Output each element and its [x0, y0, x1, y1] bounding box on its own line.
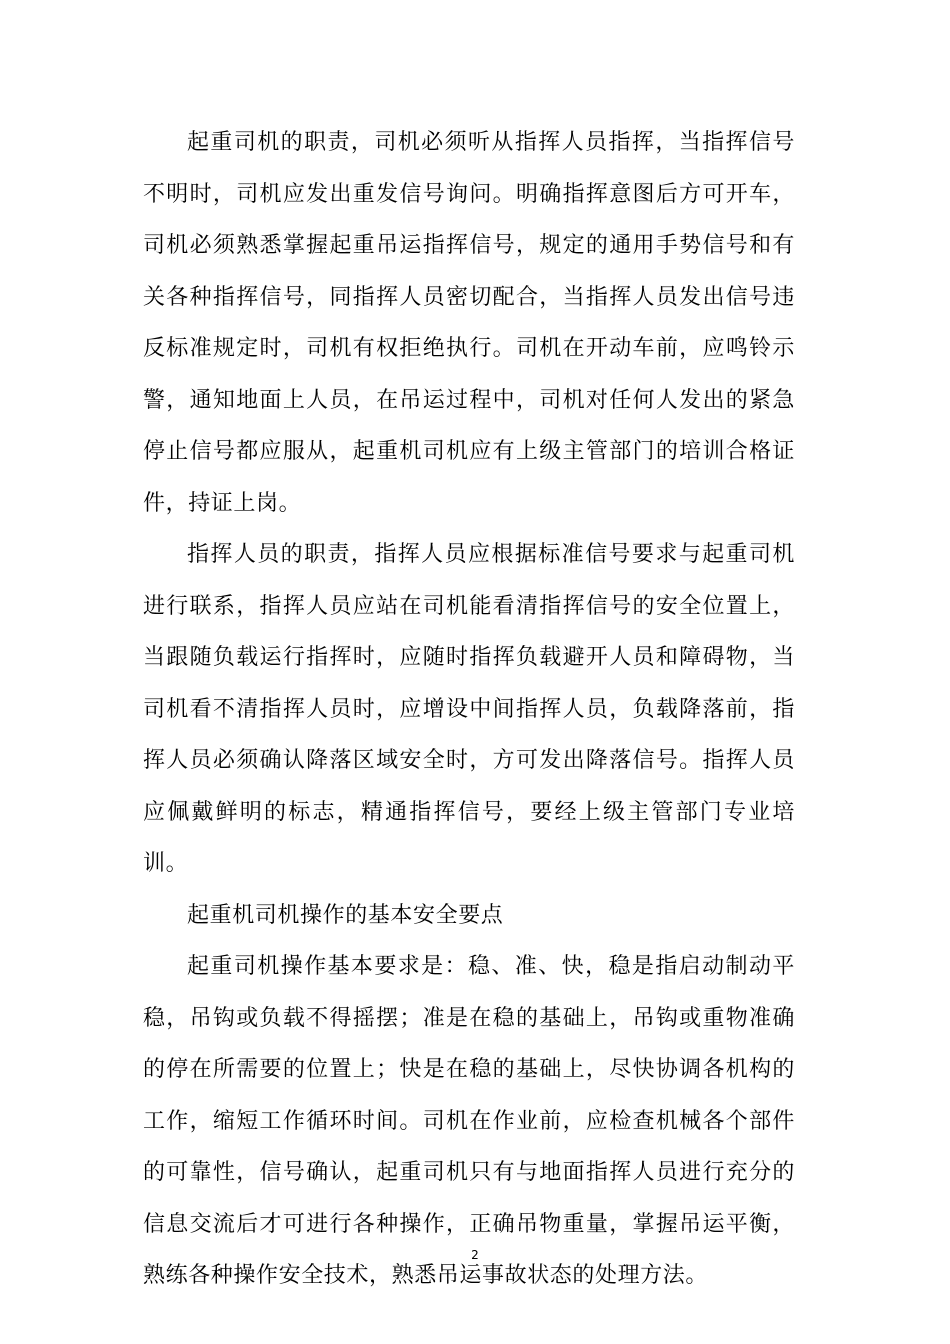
paragraph-crane-driver-duties: 起重司机的职责，司机必须听从指挥人员指挥，当指挥信号不明时，司机应发出重发信号询问。明确指挥意图后方可开车，司机必须熟悉掌握起重吊运指挥信号，规定的通用手势信号和有关各种指挥信号，同指挥人员密切配合，当指挥人员发出信号违反标准规定时，司机有权拒绝执行。司机在开动车前，应鸣铃示警，通知地面上人员，在吊运过程中，司机对任何人发出的紧急停止信号都应服从，起重机司机应有上级主管部门的培训合格证件，持证上岗。 — [143, 130, 795, 516]
paragraph-operation-requirements: 起重司机操作基本要求是：稳、准、快，稳是指启动制动平稳，吊钩或负载不得摇摆；准是在稳的基础上，吊钩或重物准确的停在所需要的位置上；快是在稳的基础上，尽快协调各机构的工作，缩短工作循环时间。司机在作业前，应检查机械各个部件的可靠性，信号确认，起重司机只有与地面指挥人员进行充分的信息交流后才可进行各种操作，正确吊物重量，掌握吊运平衡，熟练各种操作安全技术，熟悉吊运事故状态的处理方法。 — [143, 954, 795, 1288]
paragraph-signaler-duties: 指挥人员的职责，指挥人员应根据标准信号要求与起重司机进行联系，指挥人员应站在司机能看清指挥信号的安全位置上，当跟随负载运行指挥时，应随时指挥负载避开人员和障碍物，当司机看不清指挥人员时，应增设中间指挥人员，负载降落前，指挥人员必须确认降落区域安全时，方可发出降落信号。指挥人员应佩戴鲜明的标志，精通指挥信号，要经上级主管部门专业培训。 — [143, 542, 795, 876]
document-body — [143, 117, 795, 1302]
section-heading-safety-points: 起重机司机操作的基本安全要点 — [187, 902, 504, 928]
page-number: 2 — [471, 1248, 479, 1262]
